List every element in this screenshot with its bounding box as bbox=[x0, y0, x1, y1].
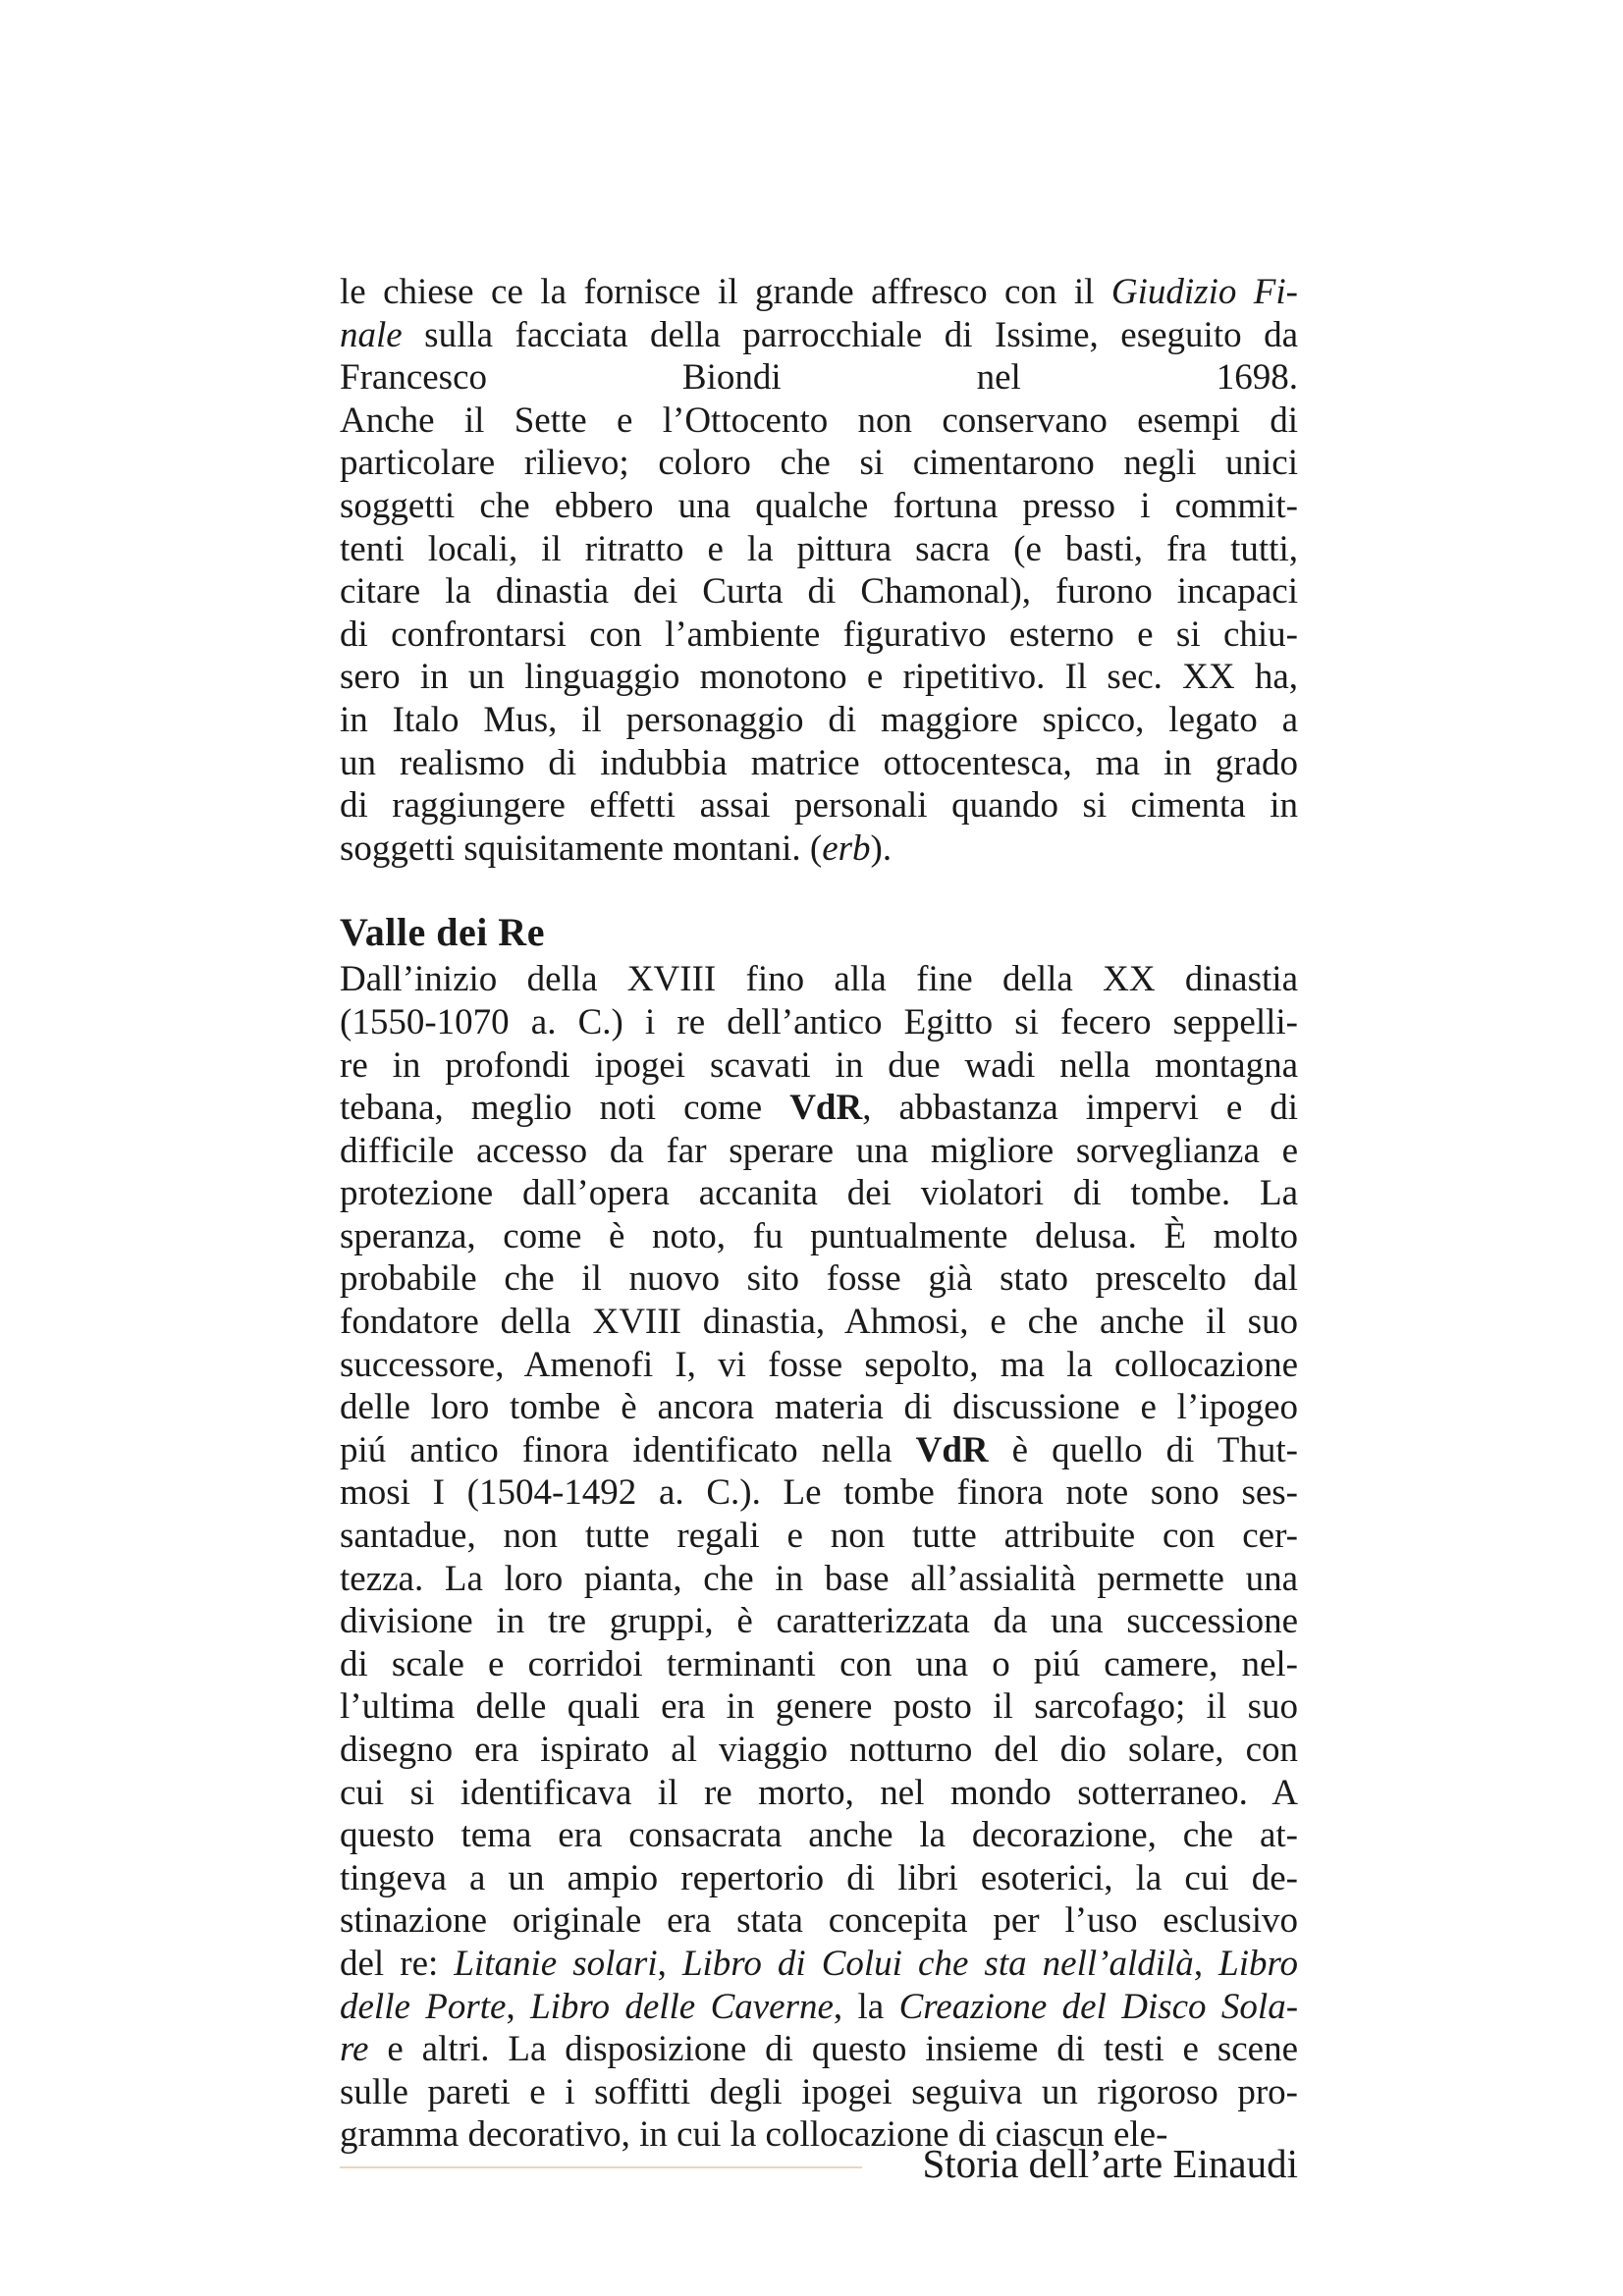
text-run: protezione dall’opera accanita dei violatori di tombe. La bbox=[340, 1173, 1298, 1214]
paragraph-valle-dei-re bbox=[340, 958, 1298, 2157]
text-run: Anche il Sette e l’Ottocento non conservano esempi di bbox=[340, 400, 1298, 441]
text-run: disegno era ispirato al viaggio notturno del dio solare, con bbox=[340, 1730, 1298, 1770]
text-run: questo tema era consacrata anche la decorazione, che at- bbox=[340, 1815, 1298, 1856]
text-line bbox=[340, 1986, 1298, 2029]
text-run: , bbox=[506, 1986, 531, 2027]
text-run: ). bbox=[870, 828, 893, 869]
text-line bbox=[340, 1899, 1298, 1943]
text-run: , la bbox=[833, 1986, 899, 2027]
section-heading-valle-dei-re: Valle dei Re bbox=[340, 910, 545, 955]
text-line bbox=[340, 1685, 1298, 1729]
text-line bbox=[340, 1087, 1298, 1130]
text-line bbox=[340, 1515, 1298, 1558]
text-line bbox=[340, 1600, 1298, 1643]
text-run: , abbastanza impervi e di bbox=[862, 1088, 1299, 1129]
text-run: santadue, non tutte regali e non tutte attribuite con cer- bbox=[340, 1516, 1298, 1557]
text-line bbox=[340, 271, 1298, 314]
text-run: tingeva a un ampio repertorio di libri esoterici, la cui de- bbox=[340, 1857, 1298, 1898]
text-line bbox=[340, 442, 1298, 485]
text-run: speranza, come è noto, fu puntualmente delusa. È molto bbox=[340, 1215, 1298, 1256]
text-line bbox=[340, 1643, 1298, 1686]
text-run: gramma decorativo, in cui la collocazione di ciascun ele- bbox=[340, 2114, 1168, 2156]
text-run: e altri. La disposizione di questo insieme di testi e scene bbox=[368, 2029, 1298, 2070]
italic-text: Litanie solari bbox=[454, 1943, 658, 1984]
text-line bbox=[340, 1857, 1298, 1900]
text-run: Dall’inizio della XVIII fino alla fine della XX dinastia bbox=[340, 959, 1298, 1000]
bold-text: VdR bbox=[915, 1429, 989, 1470]
text-run: è quello di Thut- bbox=[988, 1429, 1299, 1470]
text-line bbox=[340, 958, 1298, 1001]
text-run: mosi I (1504-1492 a. C.). Le tombe finora note sono ses- bbox=[340, 1472, 1298, 1514]
text-line bbox=[340, 742, 1298, 785]
text-line bbox=[340, 1301, 1298, 1344]
text-line bbox=[340, 828, 1298, 871]
italic-text: Libro bbox=[1218, 1943, 1299, 1984]
text-line bbox=[340, 1001, 1298, 1044]
text-run: fondatore della XVIII dinastia, Ahmosi, e che anche il suo bbox=[340, 1302, 1298, 1343]
text-line bbox=[340, 1130, 1298, 1173]
text-line bbox=[340, 1215, 1298, 1258]
italic-text: Creazione del Disco Sola- bbox=[898, 1986, 1299, 2027]
italic-text: re bbox=[340, 2029, 369, 2070]
text-line bbox=[340, 1344, 1298, 1387]
text-run: di scale e corridoi terminanti con una o piú camere, nel- bbox=[340, 1643, 1298, 1684]
text-run: tenti locali, il ritratto e la pittura sacra (e basti, fra tutti, bbox=[340, 528, 1298, 569]
paragraph-italian-painting bbox=[340, 271, 1298, 870]
text-line bbox=[340, 356, 1298, 400]
text-run: particolare rilievo; coloro che si cimentarono negli unici bbox=[340, 443, 1298, 484]
text-run: soggetti squisitamente montani. ( bbox=[340, 828, 823, 869]
text-line bbox=[340, 1257, 1298, 1301]
italic-text: Libro di Colui che sta nell’aldilà bbox=[681, 1943, 1194, 1984]
text-line bbox=[340, 528, 1298, 571]
text-run: del re: bbox=[340, 1943, 455, 1984]
text-run: citare la dinastia dei Curta di Chamonal), furono incapaci bbox=[340, 571, 1298, 613]
text-line bbox=[340, 699, 1298, 742]
text-run: difficile accesso da far sperare una migliore sorveglianza e bbox=[340, 1130, 1298, 1171]
text-run: piú antico finora identificato nella bbox=[340, 1429, 916, 1470]
text-line bbox=[340, 1943, 1298, 1986]
text-line bbox=[340, 1429, 1298, 1472]
text-run: cui si identificava il re morto, nel mondo sotterraneo. A bbox=[340, 1772, 1298, 1813]
text-line bbox=[340, 656, 1298, 699]
footer-rule bbox=[340, 2166, 862, 2168]
footer-series-title: Storia dell’arte Einaudi bbox=[922, 2141, 1298, 2186]
text-run: (1550-1070 a. C.) i re dell’antico Egitto si fecero seppelli- bbox=[340, 1001, 1298, 1042]
text-run: le chiese ce la fornisce il grande affresco con il bbox=[340, 272, 1111, 312]
italic-text: Libro delle Caverne bbox=[530, 1986, 834, 2027]
text-run: sero in un linguaggio monotono e ripetitivo. Il sec. XX ha, bbox=[340, 657, 1298, 698]
text-line bbox=[340, 1729, 1298, 1772]
text-line bbox=[340, 1814, 1298, 1857]
main-text-column bbox=[340, 271, 1298, 2157]
text-run: re in profondi ipogei scavati in due wadi nella montagna bbox=[340, 1044, 1298, 1086]
text-run: di confrontarsi con l’ambiente figurativo esterno e si chiu- bbox=[340, 614, 1298, 655]
text-run: tezza. La loro pianta, che in base all’assialità permette una bbox=[340, 1558, 1298, 1599]
text-line bbox=[340, 1471, 1298, 1515]
italic-text: delle Porte bbox=[340, 1986, 507, 2027]
text-line bbox=[340, 1172, 1298, 1215]
text-run: di raggiungere effetti assai personali quando si cimenta in bbox=[340, 785, 1298, 827]
text-line bbox=[340, 784, 1298, 828]
text-run: sulla facciata della parrocchiale di Issime, eseguito da bbox=[402, 314, 1298, 355]
text-run: stinazione originale era stata concepita per l’uso esclusivo bbox=[340, 1900, 1298, 1942]
text-line bbox=[340, 1558, 1298, 1601]
text-line bbox=[340, 1044, 1298, 1088]
text-run: in Italo Mus, il personaggio di maggiore spicco, legato a bbox=[340, 699, 1298, 740]
italic-text: Giudizio Fi- bbox=[1110, 272, 1298, 312]
text-run: tebana, meglio noti come bbox=[340, 1088, 790, 1129]
text-run: divisione in tre gruppi, è caratterizzata da una successione bbox=[340, 1601, 1298, 1642]
text-line bbox=[340, 2028, 1298, 2071]
text-line bbox=[340, 570, 1298, 614]
text-line bbox=[340, 400, 1298, 443]
text-line bbox=[340, 2071, 1298, 2114]
italic-text: erb bbox=[822, 828, 871, 869]
text-run: sulle pareti e i soffitti degli ipogei seguiva un rigoroso pro- bbox=[340, 2071, 1298, 2112]
italic-text: nale bbox=[340, 314, 403, 355]
text-run: successore, Amenofi I, vi fosse sepolto, ma la collocazione bbox=[340, 1344, 1298, 1385]
bold-text: VdR bbox=[789, 1088, 863, 1129]
text-line bbox=[340, 1772, 1298, 1815]
text-line bbox=[340, 1386, 1298, 1429]
text-run: l’ultima delle quali era in genere posto il sarcofago; il suo bbox=[340, 1686, 1298, 1728]
text-run: probabile che il nuovo sito fosse già stato prescelto dal bbox=[340, 1258, 1298, 1300]
text-run: delle loro tombe è ancora materia di discussione e l’ipogeo bbox=[340, 1387, 1298, 1428]
text-run: soggetti che ebbero una qualche fortuna presso i commit- bbox=[340, 485, 1298, 526]
text-run: , bbox=[657, 1943, 682, 1984]
text-line bbox=[340, 485, 1298, 528]
text-run: un realismo di indubbia matrice ottocentesca, ma in grado bbox=[340, 742, 1298, 783]
text-run: Francesco Biondi nel 1698. bbox=[340, 357, 1298, 399]
text-line bbox=[340, 614, 1298, 657]
page-footer bbox=[340, 2136, 1298, 2191]
text-line bbox=[340, 314, 1298, 357]
text-run: , bbox=[1193, 1943, 1219, 1984]
